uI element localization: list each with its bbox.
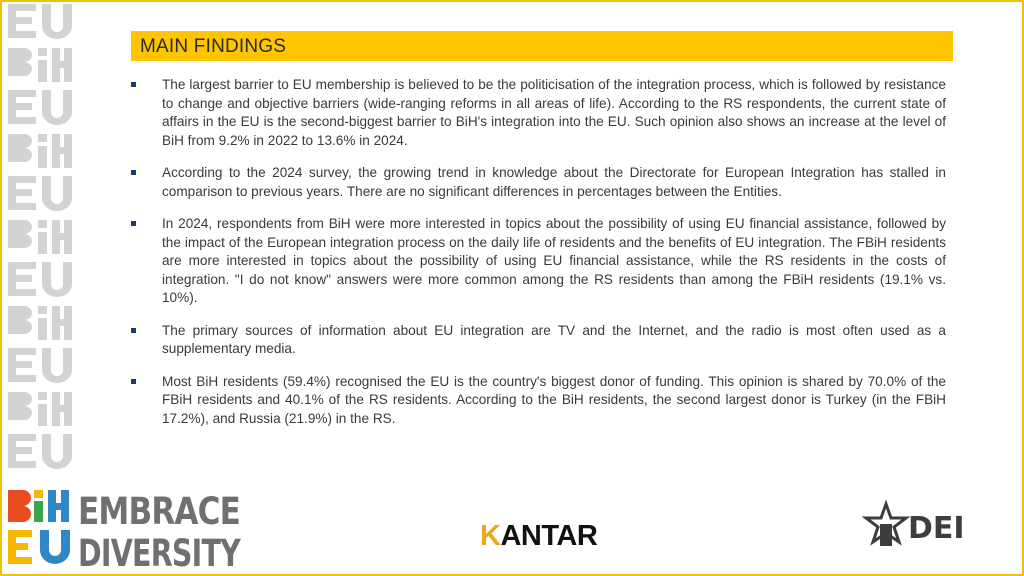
dei-text: DEI <box>908 511 965 546</box>
bullet-icon <box>131 170 136 175</box>
bih-eu-colored-mark <box>8 490 70 564</box>
page-title: MAIN FINDINGS <box>140 36 287 57</box>
kantar-logo <box>480 520 597 553</box>
kantar-wordmark: ANTAR <box>500 520 598 552</box>
bullet-icon <box>131 221 136 226</box>
finding-item <box>131 322 946 359</box>
dei-logo <box>866 502 986 550</box>
finding-text: The primary sources of information about EU integration are TV and the Internet, and the radio is most often used as a supplementary media. <box>162 322 946 356</box>
finding-item <box>131 373 946 429</box>
bullet-icon <box>131 379 136 384</box>
bullet-icon <box>131 82 136 87</box>
finding-text: According to the 2024 survey, the growing trend in knowledge about the Directorate for European Integration has stalled in comparison to previous years. There are no significant differences in percentages between the Entities. <box>162 165 946 199</box>
embrace-text: EMBRACE <box>78 490 240 533</box>
findings-list <box>131 76 946 442</box>
finding-item <box>131 215 946 308</box>
finding-item <box>131 76 946 150</box>
finding-item <box>131 164 946 201</box>
finding-text: In 2024, respondents from BiH were more interested in topics about the possibility of using EU financial assistance, followed by the impact of the European integration process on the daily life of residents and the benefits of EU integration. The FBiH residents are more interested in topics about the possibility of using EU financial assistance, while the RS residents in the costs of integration. "I do not know" answers were more common among the RS residents than among the FBiH residents (19.1% vs. 10%). <box>162 216 946 305</box>
title-bar <box>131 31 953 61</box>
diversity-text: DIVERSITY <box>78 532 242 575</box>
finding-text: Most BiH residents (59.4%) recognised the EU is the country's biggest donor of funding. This opinion is shared by 70.0% of the FBiH residents and 40.1% of the RS residents. According to the BiH residents, the second largest donor is Turkey (in the FBiH 17.2%), and Russia (21.9%) in the RS. <box>162 373 946 426</box>
kantar-k-letter: K <box>480 520 501 552</box>
bullet-icon <box>131 328 136 333</box>
decorative-eu-bih-pattern <box>6 4 72 488</box>
finding-text: The largest barrier to EU membership is believed to be the politicisation of the integration process, which is followed by resistance to change and objective barriers (wide-ranging reforms in all areas of life). According to the RS respondents, the current state of affairs in the EU is the second-biggest barrier to BiH's integration into the EU. Such opinion also shows an increase at the level of BiH from 9.2% in 2022 to 13.6% in 2024. <box>162 77 946 148</box>
embrace-diversity-logo <box>8 488 248 575</box>
